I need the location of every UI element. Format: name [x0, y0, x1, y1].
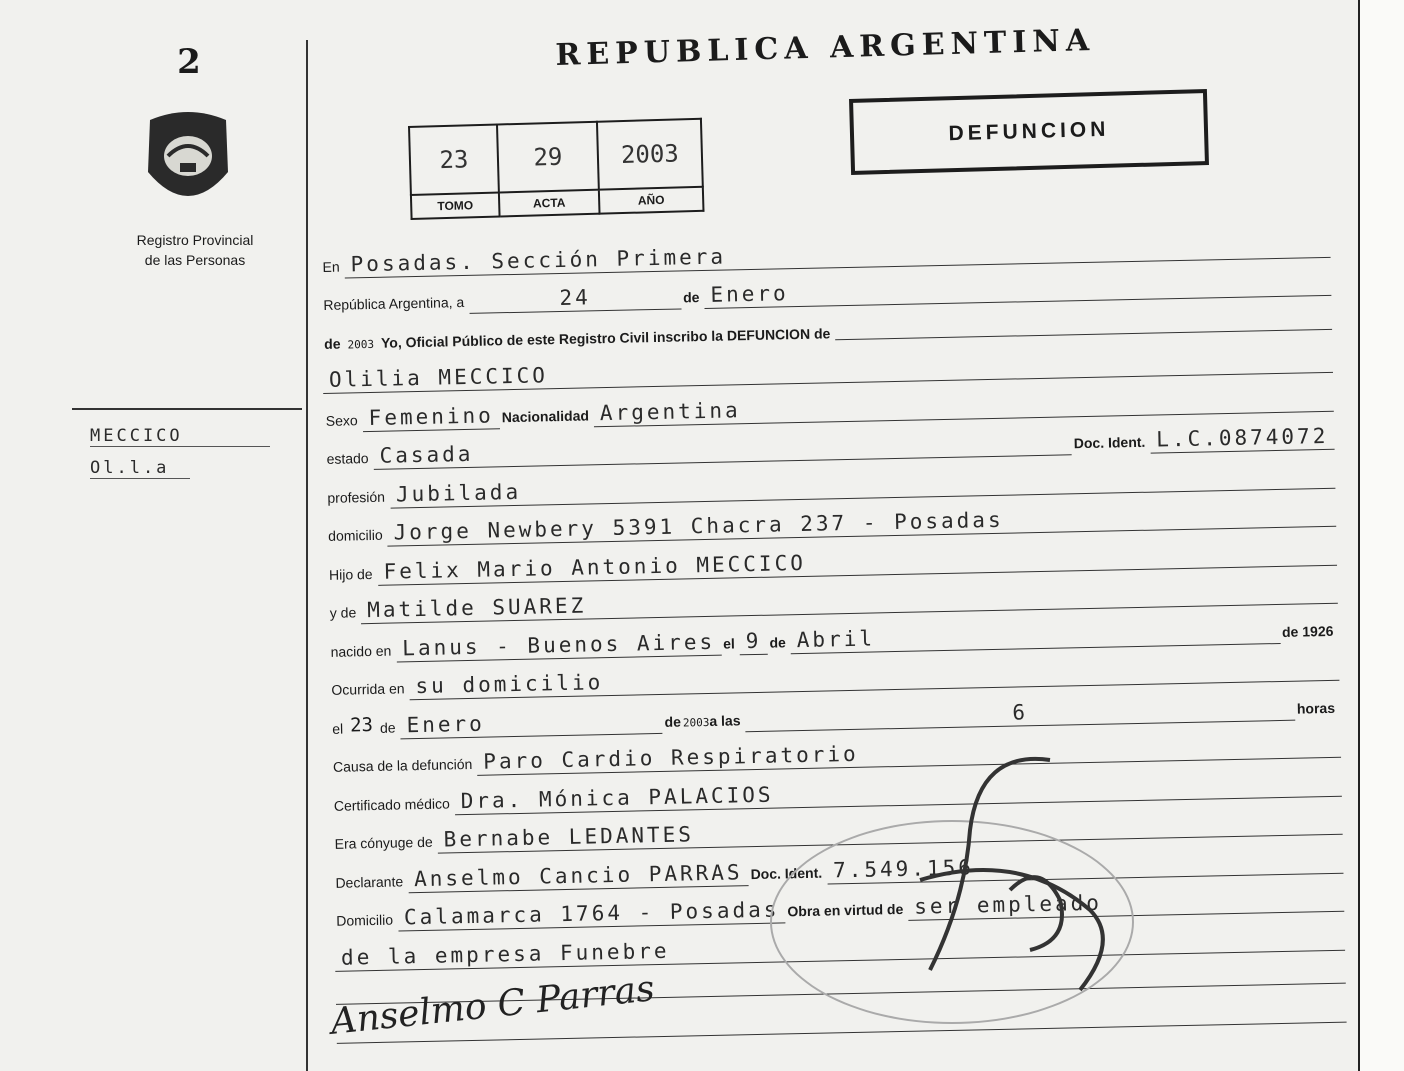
tomo-value: 23 — [409, 125, 499, 195]
obra2-value: de la empresa Funebre — [335, 924, 1345, 971]
nacido-value: Lanus - Buenos Aires — [396, 629, 721, 662]
def-mes-value: Enero — [400, 707, 662, 738]
page-edge — [1358, 0, 1404, 1071]
page-number: 2 — [177, 42, 201, 82]
estado-value: Casada — [373, 429, 1072, 470]
def-dia-value: 23 — [349, 713, 374, 736]
row-sexo: Sexo Femenino Nacionalidad Argentina — [323, 373, 1334, 433]
row-date: República Argentina, a 24 de Enero — [321, 257, 1332, 317]
ano-label: AÑO — [599, 187, 704, 214]
row-causa: Causa de la defunción Paro Cardio Respiratorio — [330, 719, 1341, 779]
month-value: Enero — [704, 270, 1331, 309]
nacionalidad-value: Argentina — [594, 385, 1334, 426]
row-profesion: profesión Jubilada — [325, 450, 1336, 510]
year-handwritten: 2003 — [347, 337, 375, 351]
official-signature — [860, 740, 1160, 1010]
row-domicilio: domicilio Jorge Newbery 5391 Chacra 237 - Posadas — [326, 488, 1337, 548]
margin-given-name: Ol.l.a — [90, 458, 190, 479]
day-value: 24 — [469, 283, 681, 313]
sexo-value: Femenino — [362, 403, 500, 432]
acta-label: ACTA — [499, 190, 600, 217]
profesion-value: Jubilada — [390, 462, 1336, 508]
row-domicilio-declarante: Domicilio Calamarca 1764 - Posadas Obra en virtud de ser empleado — [334, 873, 1345, 933]
deceased-name: Olilia MECCICO — [323, 347, 1333, 394]
row-madre: y de Matilde SUAREZ — [327, 565, 1338, 625]
act-type-box: DEFUNCION — [849, 89, 1209, 175]
domicilio-value: Jorge Newbery 5391 Chacra 237 - Posadas — [387, 501, 1336, 547]
nac-mes-value: Abril — [791, 617, 1281, 653]
place-value: Posadas. Sección Primera — [344, 231, 1330, 278]
declarante-value: Anselmo Cancio PARRAS — [408, 860, 749, 893]
row-certificado: Certificado médico Dra. Mónica PALACIOS — [331, 758, 1342, 818]
row-inscribo: de 2003 Yo, Oficial Público de este Registro Civil inscribo la DEFUNCION de — [322, 296, 1333, 356]
domicilio2-value: Calamarca 1764 - Posadas — [398, 897, 786, 931]
padre-value: Felix Mario Antonio MECCICO — [377, 539, 1337, 585]
act-reference-table — [408, 118, 705, 220]
row-nacimiento: nacido en Lanus - Buenos Aires el 9 de Abril de 19 26 — [328, 604, 1339, 664]
declarant-signature: Anselmo C Parras — [328, 968, 657, 1043]
ano-value: 2003 — [597, 119, 703, 190]
provincial-seal-icon — [140, 108, 236, 214]
row-padre: Hijo de Felix Mario Antonio MECCICO — [326, 527, 1337, 587]
row-conyuge: Era cónyuge de Bernabe LEDANTES — [332, 796, 1343, 856]
margin-divider — [306, 40, 308, 1071]
obra-value: ser empleado — [908, 886, 1344, 921]
row-estado: estado Casada Doc. Ident. L.C.0874072 — [324, 411, 1335, 471]
conyuge-value: Bernabe LEDANTES — [437, 809, 1342, 854]
margin-line — [72, 408, 302, 410]
ocurrida-value: su domicilio — [409, 655, 1339, 700]
madre-value: Matilde SUAREZ — [361, 578, 1338, 624]
row-declarante: Declarante Anselmo Cancio PARRAS Doc. Ident. 7.549.156 — [333, 835, 1344, 895]
doc-value: L.C.0874072 — [1150, 424, 1335, 454]
registry-name: Registro Provincial de las Personas — [136, 232, 254, 268]
acta-value: 29 — [497, 122, 599, 193]
document-title: REPUBLICA ARGENTINA — [555, 22, 1096, 73]
row-fecha-defuncion: el 23 de Enero de 2003 a las 6 horas — [330, 681, 1341, 741]
margin-surname: MECCICO — [90, 426, 270, 447]
tomo-label: TOMO — [411, 192, 500, 218]
doc2-value: 7.549.156 — [827, 847, 1344, 884]
certificado-value: Dra. Mónica PALACIOS — [454, 770, 1341, 815]
row-ocurrida: Ocurrida en su domicilio — [329, 642, 1340, 702]
nac-dia-value: 9 — [740, 628, 768, 655]
hora-value: 6 — [745, 694, 1295, 732]
nac-anio-value: 26 — [1317, 622, 1334, 639]
row-place: En Posadas. Sección Primera — [320, 219, 1331, 279]
def-year-handwritten: 2003 — [682, 715, 710, 730]
causa-value: Paro Cardio Respiratorio — [477, 732, 1341, 776]
